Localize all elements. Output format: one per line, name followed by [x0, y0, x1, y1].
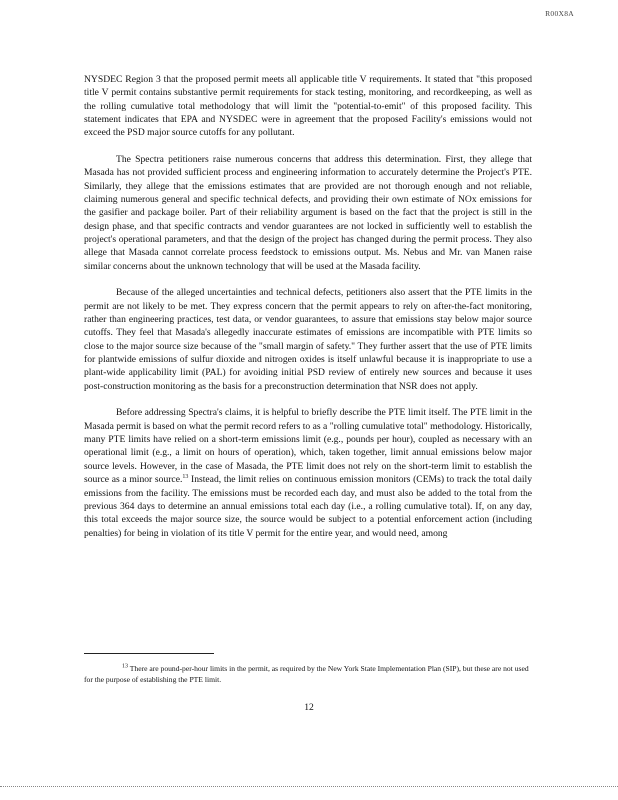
paragraph-4 [84, 406, 532, 539]
footnote-reference: 13 [182, 473, 189, 480]
page-number: 12 [304, 702, 314, 713]
footnote-marker [84, 664, 128, 673]
paragraph-1: NYSDEC Region 3 that the proposed permit meets all applicable title V requirements. It stated that "this proposed title V permit contains substantive permit requirements for stack testing, monitoring, and recordkeeping, as well as the rolling cumulative total methodology that will limit the "potential-to-emit" of this proposed facility. This statement indicates that EPA and NYSDEC were in agreement that the proposed Facility's emissions would not exceed the PSD major source cutoffs for any pollutant. [84, 74, 532, 139]
paragraph-4-text-b: Instead, the limit relies on continuous emission monitors (CEMs) to track the total daily emissions from the facility. The emissions must be recorded each day, and must also be added to the total from the previous 364 days to determine an annual emissions total each day (i.e., a rolling cumulative total). If, on any day, this total exceeds the major source size, the source would be subject to a potential enforcement action (including penalties) for being in violation of its title V permit for the entire year, and would need, among [84, 474, 532, 539]
paragraph-4-text-a: Before addressing Spectra's claims, it is helpful to briefly describe the PTE limit itself. The PTE limit in the Masada permit is based on what the permit record refers to as a "rolling cumulative total" methodology. Historically, many PTE limits have relied on a short-term emissions limit (e.g., pounds per hour), coupled as necessary with an operational limit (e.g., a limit on hours of operation), which, taken together, limit annual emissions below major source levels. However, in the case of Masada, the PTE limit does not rely on the short-term limit to establish the source as a minor source. [84, 407, 532, 486]
footnote-divider [84, 653, 214, 654]
footnote [84, 664, 532, 685]
paragraph-3: Because of the alleged uncertainties and technical defects, petitioners also assert that the PTE limits in the permit are not likely to be met. They express concern that the permit appears to rely on after-the-fact monitoring, rather than engineering practices, test data, or vendor guarantees, to assure that emissions stay below major source cutoffs. They feel that Masada's allegedly inaccurate estimates of emissions are incompatible with PTE limits so close to the major source size because of the "small margin of safety." They further assert that the use of PTE limits for plantwide emissions of sulfur dioxide and nitrogen oxides is itself unlawful because it is inappropriate to use a plant-wide applicability limit (PAL) for avoiding initial PSD review of entirely new sources and because it uses post-construction monitoring as the basis for a preconstruction determination that NSR does not apply. [84, 287, 532, 392]
footnote-text: There are pound-per-hour limits in the permit, as required by the New York State Implementation Plan (SIP), but these are not used for the purpose of establishing the PTE limit. [84, 664, 529, 684]
document-body [84, 73, 532, 553]
document-header-code: R00X8A [545, 9, 574, 18]
footnote-number: 13 [122, 663, 128, 670]
bottom-dotted-edge [0, 786, 618, 787]
paragraph-2: The Spectra petitioners raise numerous concerns that address this determination. First, they allege that Masada has not provided sufficient process and engineering information to accurately determine the Project's PTE. Similarly, they allege that the emissions estimates that are provided are not thorough enough and not reliable, claiming numerous general and specific technical defects, and providing their own estimate of NOx emissions for the gasifier and package boiler. Part of their reliability argument is based on the fact that the project is still in the design phase, and that specific contracts and vendor guarantees are not locked in sufficiently well to establish the project's operational parameters, and that the design of the project has changed during the permit process. They also allege that Masada cannot correlate process feedstock to emissions output. Ms. Nebus and Mr. van Manen raise similar concerns about the unknown technology that will be used at the Masada facility. [84, 154, 532, 272]
